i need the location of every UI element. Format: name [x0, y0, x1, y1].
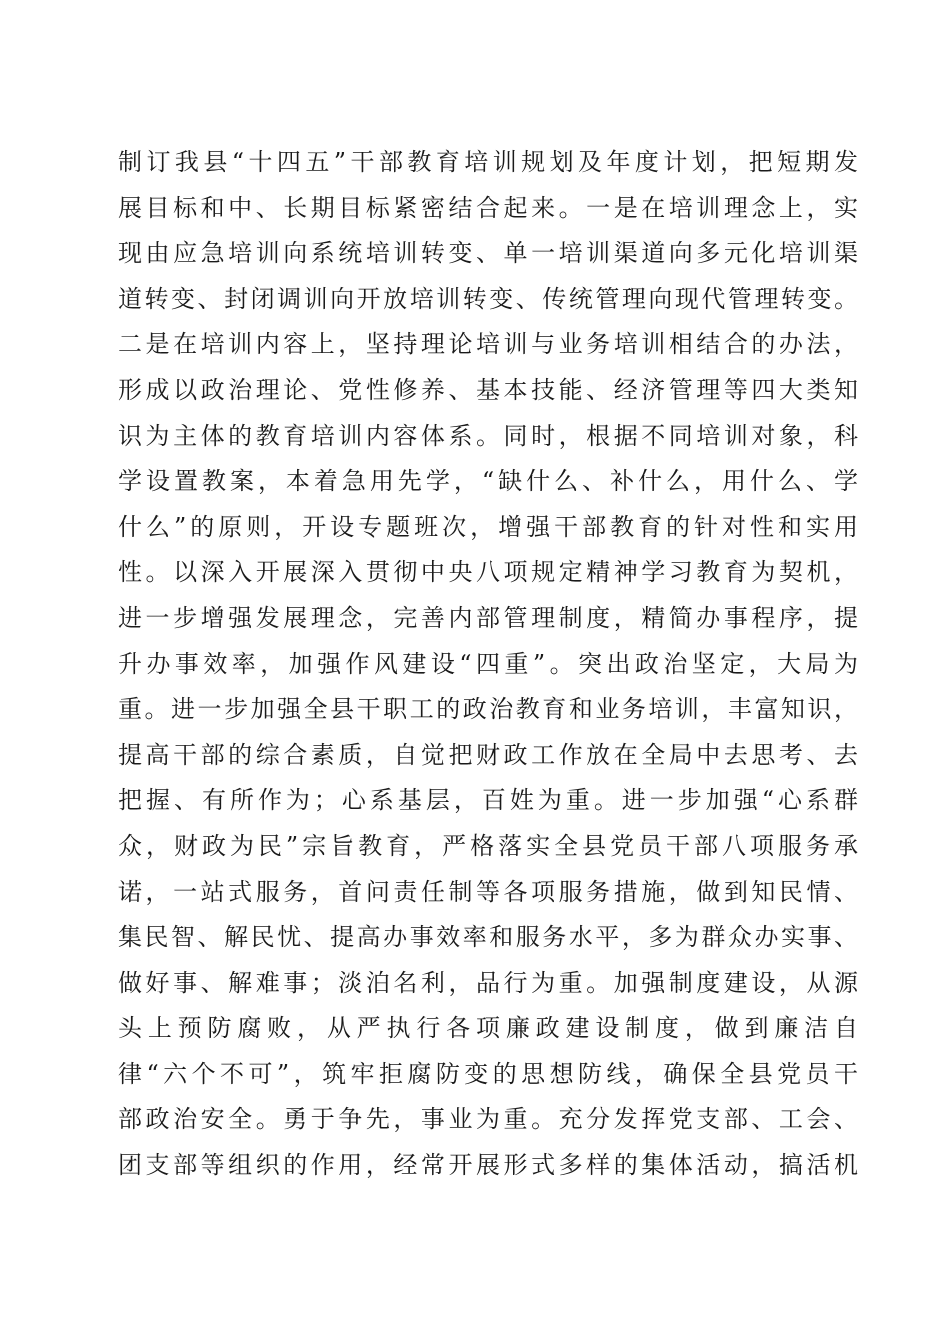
text-line: 制订我县“十四五”干部教育培训规划及年度计划，把短期发 [118, 148, 858, 176]
text-line: 把握、有所作为；心系基层，百姓为重。进一步加强“心系群 [118, 786, 858, 815]
text-line: 众，财政为民”宗旨教育，严格落实全县党员干部八项服务承 [118, 831, 858, 860]
text-line: 形成以政治理论、党性修养、基本技能、经济管理等四大类知 [118, 375, 858, 404]
text-line: 做好事、解难事；淡泊名利，品行为重。加强制度建设，从源 [118, 968, 858, 997]
text-line: 部政治安全。勇于争先，事业为重。充分发挥党支部、工会、 [118, 1105, 858, 1134]
text-line: 道转变、封闭调训向开放培训转变、传统管理向现代管理转变。 [118, 284, 858, 313]
text-line: 律“六个不可”，筑牢拒腐防变的思想防线，确保全县党员干 [118, 1059, 858, 1088]
text-line: 现由应急培训向系统培训转变、单一培训渠道向多元化培训渠 [118, 239, 858, 268]
text-line: 进一步增强发展理念，完善内部管理制度，精简办事程序，提 [118, 603, 858, 632]
text-line: 集民智、解民忧、提高办事效率和服务水平，多为群众办实事、 [118, 923, 858, 952]
text-line: 性。以深入开展深入贯彻中央八项规定精神学习教育为契机， [118, 558, 858, 587]
text-line: 学设置教案，本着急用先学，“缺什么、补什么，用什么、学 [118, 467, 858, 496]
text-line: 重。进一步加强全县干职工的政治教育和业务培训，丰富知识， [118, 695, 858, 724]
body-paragraph [118, 140, 858, 1189]
text-line: 展目标和中、长期目标紧密结合起来。一是在培训理念上，实 [118, 193, 858, 222]
text-line: 识为主体的教育培训内容体系。同时，根据不同培训对象，科 [118, 421, 858, 450]
text-line: 什么”的原则，开设专题班次，增强干部教育的针对性和实用 [118, 512, 858, 541]
text-line: 升办事效率，加强作风建设“四重”。突出政治坚定，大局为 [118, 649, 858, 678]
text-line: 诺，一站式服务，首问责任制等各项服务措施，做到知民情、 [118, 877, 858, 906]
text-line: 提高干部的综合素质，自觉把财政工作放在全局中去思考、去 [118, 740, 858, 769]
text-line: 二是在培训内容上，坚持理论培训与业务培训相结合的办法， [118, 330, 858, 359]
text-line: 头上预防腐败，从严执行各项廉政建设制度，做到廉洁自 [118, 1014, 858, 1043]
text-line: 团支部等组织的作用，经常开展形式多样的集体活动，搞活机 [118, 1151, 858, 1180]
